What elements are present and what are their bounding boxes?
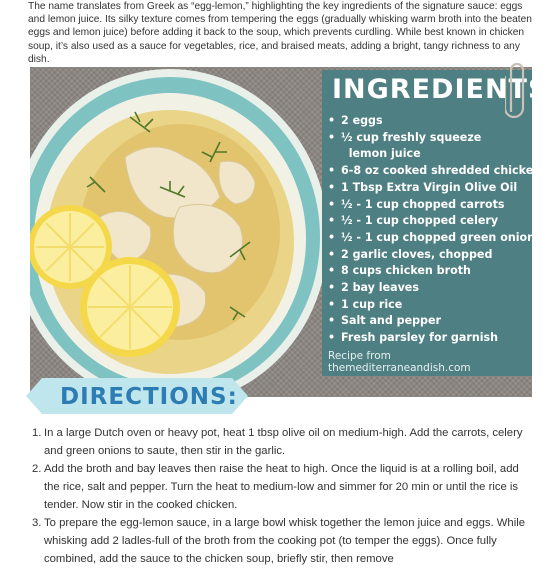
directions-list bbox=[32, 424, 532, 568]
ingredient-item: • Salt and pepper bbox=[328, 313, 533, 330]
step-text: Add the broth and bay leaves then raise the heat to high. Once the liquid is at a rolling boil, add the rice, salt and pepper. Turn the heat to medium-low and simmer for 20 min or until the rice is tender. Now stir in the cooked chicken. bbox=[44, 463, 519, 511]
ingredient-item: • ½ cup freshly squeeze lemon juice bbox=[328, 130, 533, 163]
step-number: 1. bbox=[32, 427, 42, 439]
ingredient-item: • 1 Tbsp Extra Virgin Olive Oil bbox=[328, 180, 533, 197]
ingredients-panel bbox=[322, 70, 549, 376]
step-number: 2. bbox=[32, 463, 42, 475]
paperclip-icon bbox=[505, 58, 529, 120]
ingredient-item: • 8 cups chicken broth bbox=[328, 263, 533, 280]
step-number: 3. bbox=[32, 517, 42, 529]
directions-title: DIRECTIONS: bbox=[60, 384, 238, 410]
ingredient-item: • 2 bay leaves bbox=[328, 280, 533, 297]
ingredient-item: • ½ - 1 cup chopped celery bbox=[328, 213, 533, 230]
ingredient-item: • ½ - 1 cup chopped green onions bbox=[328, 230, 533, 247]
direction-step bbox=[32, 424, 532, 460]
direction-step bbox=[32, 460, 532, 514]
step-text: In a large Dutch oven or heavy pot, heat 1 tbsp olive oil on medium-high. Add the carrots, celery and green onions to saute, then stir in the garlic. bbox=[44, 427, 523, 457]
ingredient-item: • 1 cup rice bbox=[328, 297, 533, 314]
ingredient-item: • 2 garlic cloves, chopped bbox=[328, 247, 533, 264]
ingredient-item: • 6-8 oz cooked shredded chicken bbox=[328, 163, 533, 180]
intro-paragraph: The name translates from Greek as “egg-lemon,” highlighting the key ingredients of the signature sauce: eggs and lemon juice. Its silky texture comes from tempering the eggs (gradually whisking warm broth into the beaten eggs and lemon juice) before adding it back to the soup, which prevents curdling. While best known in chicken soup, it’s also used as a sauce for vegetables, rice, and braised meats, adding a bright, tangy richness to any dish. bbox=[28, 1, 532, 65]
ingredient-item: • ½ - 1 cup chopped carrots bbox=[328, 197, 533, 214]
step-text: To prepare the egg-lemon sauce, in a large bowl whisk together the lemon juice and eggs. While whisking add 2 ladles-full of the broth from the cooking pot (to temper the eggs). Once fully combined, add the sauce to the chicken soup, briefly stir, then remove bbox=[44, 517, 526, 565]
ingredients-list bbox=[328, 113, 542, 347]
ingredients-title: INGREDIENTS bbox=[332, 74, 549, 105]
ingredient-item: • 2 eggs bbox=[328, 113, 533, 130]
ingredient-item: • Fresh parsley for garnish bbox=[328, 330, 533, 347]
recipe-credit: Recipe from themediterraneandish.com bbox=[328, 350, 471, 374]
